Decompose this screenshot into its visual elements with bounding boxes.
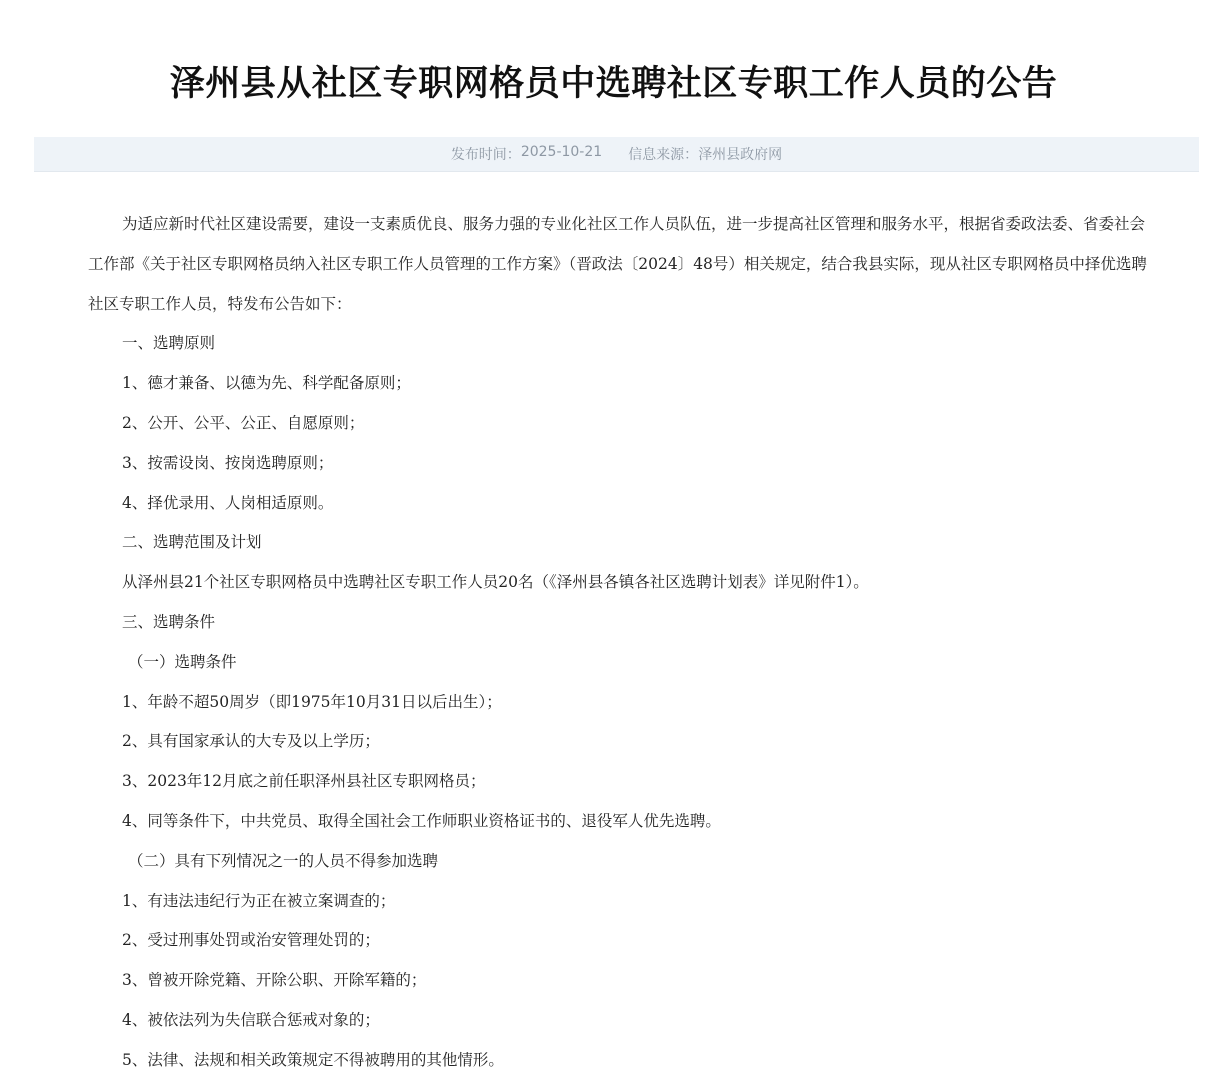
info-source-value: 泽州县政府网 bbox=[698, 147, 783, 163]
article-body bbox=[88, 205, 1150, 1081]
section-heading-conditions: 三、选聘条件 bbox=[122, 612, 216, 631]
section-heading-scope: 二、选聘范围及计划 bbox=[122, 533, 262, 552]
condition-item: 3、2023年12月底之前任职泽州县社区专职网格员； bbox=[122, 772, 486, 791]
condition-item: 2、具有国家承认的大专及以上学历； bbox=[122, 732, 380, 751]
publish-time-value: 2025-10-21 bbox=[520, 144, 603, 160]
principle-item: 1、德才兼备、以德为先、科学配备原则； bbox=[122, 374, 411, 393]
principle-item: 3、按需设岗、按岗选聘原则； bbox=[122, 453, 334, 472]
subsection-heading-conditions: （一）选聘条件 bbox=[128, 652, 237, 671]
page-title: 泽州县从社区专职网格员中选聘社区专职工作人员的公告 bbox=[169, 64, 1058, 105]
article-meta-bar bbox=[34, 137, 1199, 172]
info-source bbox=[628, 144, 782, 164]
condition-item: 1、年龄不超50周岁（即1975年10月31日以后出生）； bbox=[122, 692, 502, 711]
intro-paragraph: 为适应新时代社区建设需要，建设一支素质优良、服务力强的专业化社区工作人员队伍，进一步提高社区管理和服务水平，根据省委政法委、省委社会工作部《关于社区专职网格员纳入社区专职工作人员管理的工作方案》（晋政法〔2024〕48号）相关规定，结合我县实际，现从社区专职网格员中择优选聘社区专职工作人员，特发布公告如下： bbox=[88, 215, 1147, 313]
info-source-label: 信息来源： bbox=[628, 147, 699, 163]
publish-time bbox=[451, 144, 602, 164]
exclusion-item: 3、曾被开除党籍、开除公职、开除军籍的； bbox=[122, 971, 427, 990]
exclusion-item: 2、受过刑事处罚或治安管理处罚的； bbox=[122, 931, 380, 950]
section-heading-principles: 一、选聘原则 bbox=[122, 334, 216, 353]
exclusion-item: 4、被依法列为失信联合惩戒对象的； bbox=[122, 1010, 380, 1029]
condition-item: 4、同等条件下，中共党员、取得全国社会工作师职业资格证书的、退役军人优先选聘。 bbox=[122, 811, 721, 830]
principle-item: 4、择优录用、人岗相适原则。 bbox=[122, 493, 334, 512]
subsection-heading-exclusions: （二）具有下列情况之一的人员不得参加选聘 bbox=[128, 851, 439, 870]
principle-item: 2、公开、公平、公正、自愿原则； bbox=[122, 413, 365, 432]
scope-paragraph: 从泽州县21个社区专职网格员中选聘社区专职工作人员20名（《泽州县各镇各社区选聘计划表》详见附件1）。 bbox=[122, 573, 869, 592]
exclusion-item: 5、法律、法规和相关政策规定不得被聘用的其他情形。 bbox=[122, 1050, 504, 1069]
exclusion-item: 1、有违法违纪行为正在被立案调查的； bbox=[122, 891, 396, 910]
publish-time-label: 发布时间： bbox=[450, 147, 521, 163]
